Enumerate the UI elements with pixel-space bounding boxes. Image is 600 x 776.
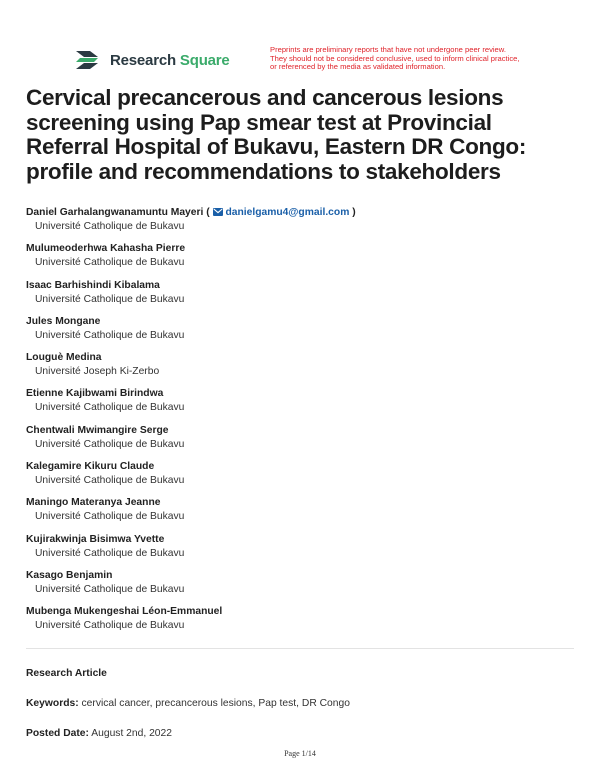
author-entry bbox=[26, 279, 574, 315]
page-number: Page 1/14 bbox=[284, 749, 316, 758]
author-affiliation: Université Catholique de Bukavu bbox=[35, 511, 185, 523]
author-name: Chentwali Mwimangire Serge bbox=[26, 424, 169, 436]
logo-main: Research bbox=[110, 51, 176, 69]
author-name: Mulumeoderhwa Kahasha Pierre bbox=[26, 243, 186, 255]
author-name: Kujirakwinja Bisimwa Yvette bbox=[26, 533, 165, 545]
author-affiliation: Université Catholique de Bukavu bbox=[35, 329, 185, 341]
author-name: Daniel Garhalangwanamuntu Mayeri bbox=[26, 207, 204, 218]
author-affiliation: Université Catholique de Bukavu bbox=[35, 257, 185, 269]
author-affiliation: Université Catholique de Bukavu bbox=[35, 221, 185, 232]
article-type: Research Article bbox=[26, 668, 107, 679]
author-entry bbox=[26, 242, 574, 278]
author-email: danielgamu4@gmail.com bbox=[225, 207, 350, 218]
research-square-logo-icon bbox=[74, 48, 104, 72]
author-name: Jules Mongane bbox=[26, 315, 101, 327]
keywords-label: Keywords: bbox=[26, 698, 79, 709]
author-entry bbox=[26, 533, 574, 569]
posted-date-label: Posted Date: bbox=[26, 728, 89, 739]
author-affiliation: Université Catholique de Bukavu bbox=[35, 402, 185, 414]
author-affiliation: Université Joseph Ki-Zerbo bbox=[35, 366, 160, 378]
author-name: Louguè Medina bbox=[26, 352, 102, 364]
author-entry bbox=[26, 424, 574, 460]
paper-title: Cervical precancerous and cancerous lesions screening using Pap smear test at Provincial Referral Hospital of Bukavu, Eastern DR Congo: profile and recommendations to stakeholders bbox=[26, 85, 527, 184]
author-name: Mubenga Mukengeshai Léon-Emmanuel bbox=[26, 606, 223, 618]
logo-accent: Square bbox=[179, 51, 230, 69]
posted-date-value: August 2nd, 2022 bbox=[91, 728, 172, 739]
preprint-notice bbox=[270, 46, 574, 72]
section-divider bbox=[26, 648, 574, 649]
author-name: Etienne Kajibwami Birindwa bbox=[26, 388, 164, 400]
notice-line: They should not be considered conclusive, used to inform clinical practice, bbox=[270, 53, 520, 63]
author-entry bbox=[26, 569, 574, 605]
author-affiliation: Université Catholique de Bukavu bbox=[35, 475, 185, 487]
notice-line: Preprints are preliminary reports that have not undergone peer review. bbox=[270, 45, 506, 54]
author-name: Maningo Materanya Jeanne bbox=[26, 497, 161, 509]
author-name: Kasago Benjamin bbox=[26, 569, 113, 581]
author-entry bbox=[26, 605, 574, 641]
research-square-logo[interactable] bbox=[74, 48, 230, 72]
header bbox=[74, 46, 574, 76]
author-entry bbox=[26, 351, 574, 387]
author-affiliation: Université Catholique de Bukavu bbox=[35, 620, 185, 632]
envelope-icon bbox=[213, 208, 223, 216]
author-affiliation: Université Catholique de Bukavu bbox=[35, 438, 185, 450]
keywords-value: cervical cancer, precancerous lesions, Pap test, DR Congo bbox=[81, 698, 350, 709]
notice-line: or referenced by the media as validated information. bbox=[270, 62, 446, 72]
author-affiliation: Université Catholique de Bukavu bbox=[35, 293, 185, 305]
author-entry bbox=[26, 315, 574, 351]
author-affiliation: Université Catholique de Bukavu bbox=[35, 583, 185, 595]
keywords-row bbox=[26, 698, 350, 709]
author-entry: Daniel Garhalangwanamuntu Mayeri ( danielgamu4@gmail.com ) Université Catholique de Bukavu bbox=[26, 206, 574, 242]
logo-wordmark bbox=[110, 52, 230, 69]
author-name: Kalegamire Kikuru Claude bbox=[26, 461, 155, 473]
author-entry bbox=[26, 387, 574, 423]
author-entry bbox=[26, 460, 574, 496]
author-email-link[interactable] bbox=[213, 207, 350, 218]
author-entry bbox=[26, 496, 574, 532]
posted-date-row bbox=[26, 728, 172, 739]
author-list bbox=[26, 206, 574, 642]
author-name: Isaac Barhishindi Kibalama bbox=[26, 279, 160, 291]
author-affiliation: Université Catholique de Bukavu bbox=[35, 547, 185, 559]
